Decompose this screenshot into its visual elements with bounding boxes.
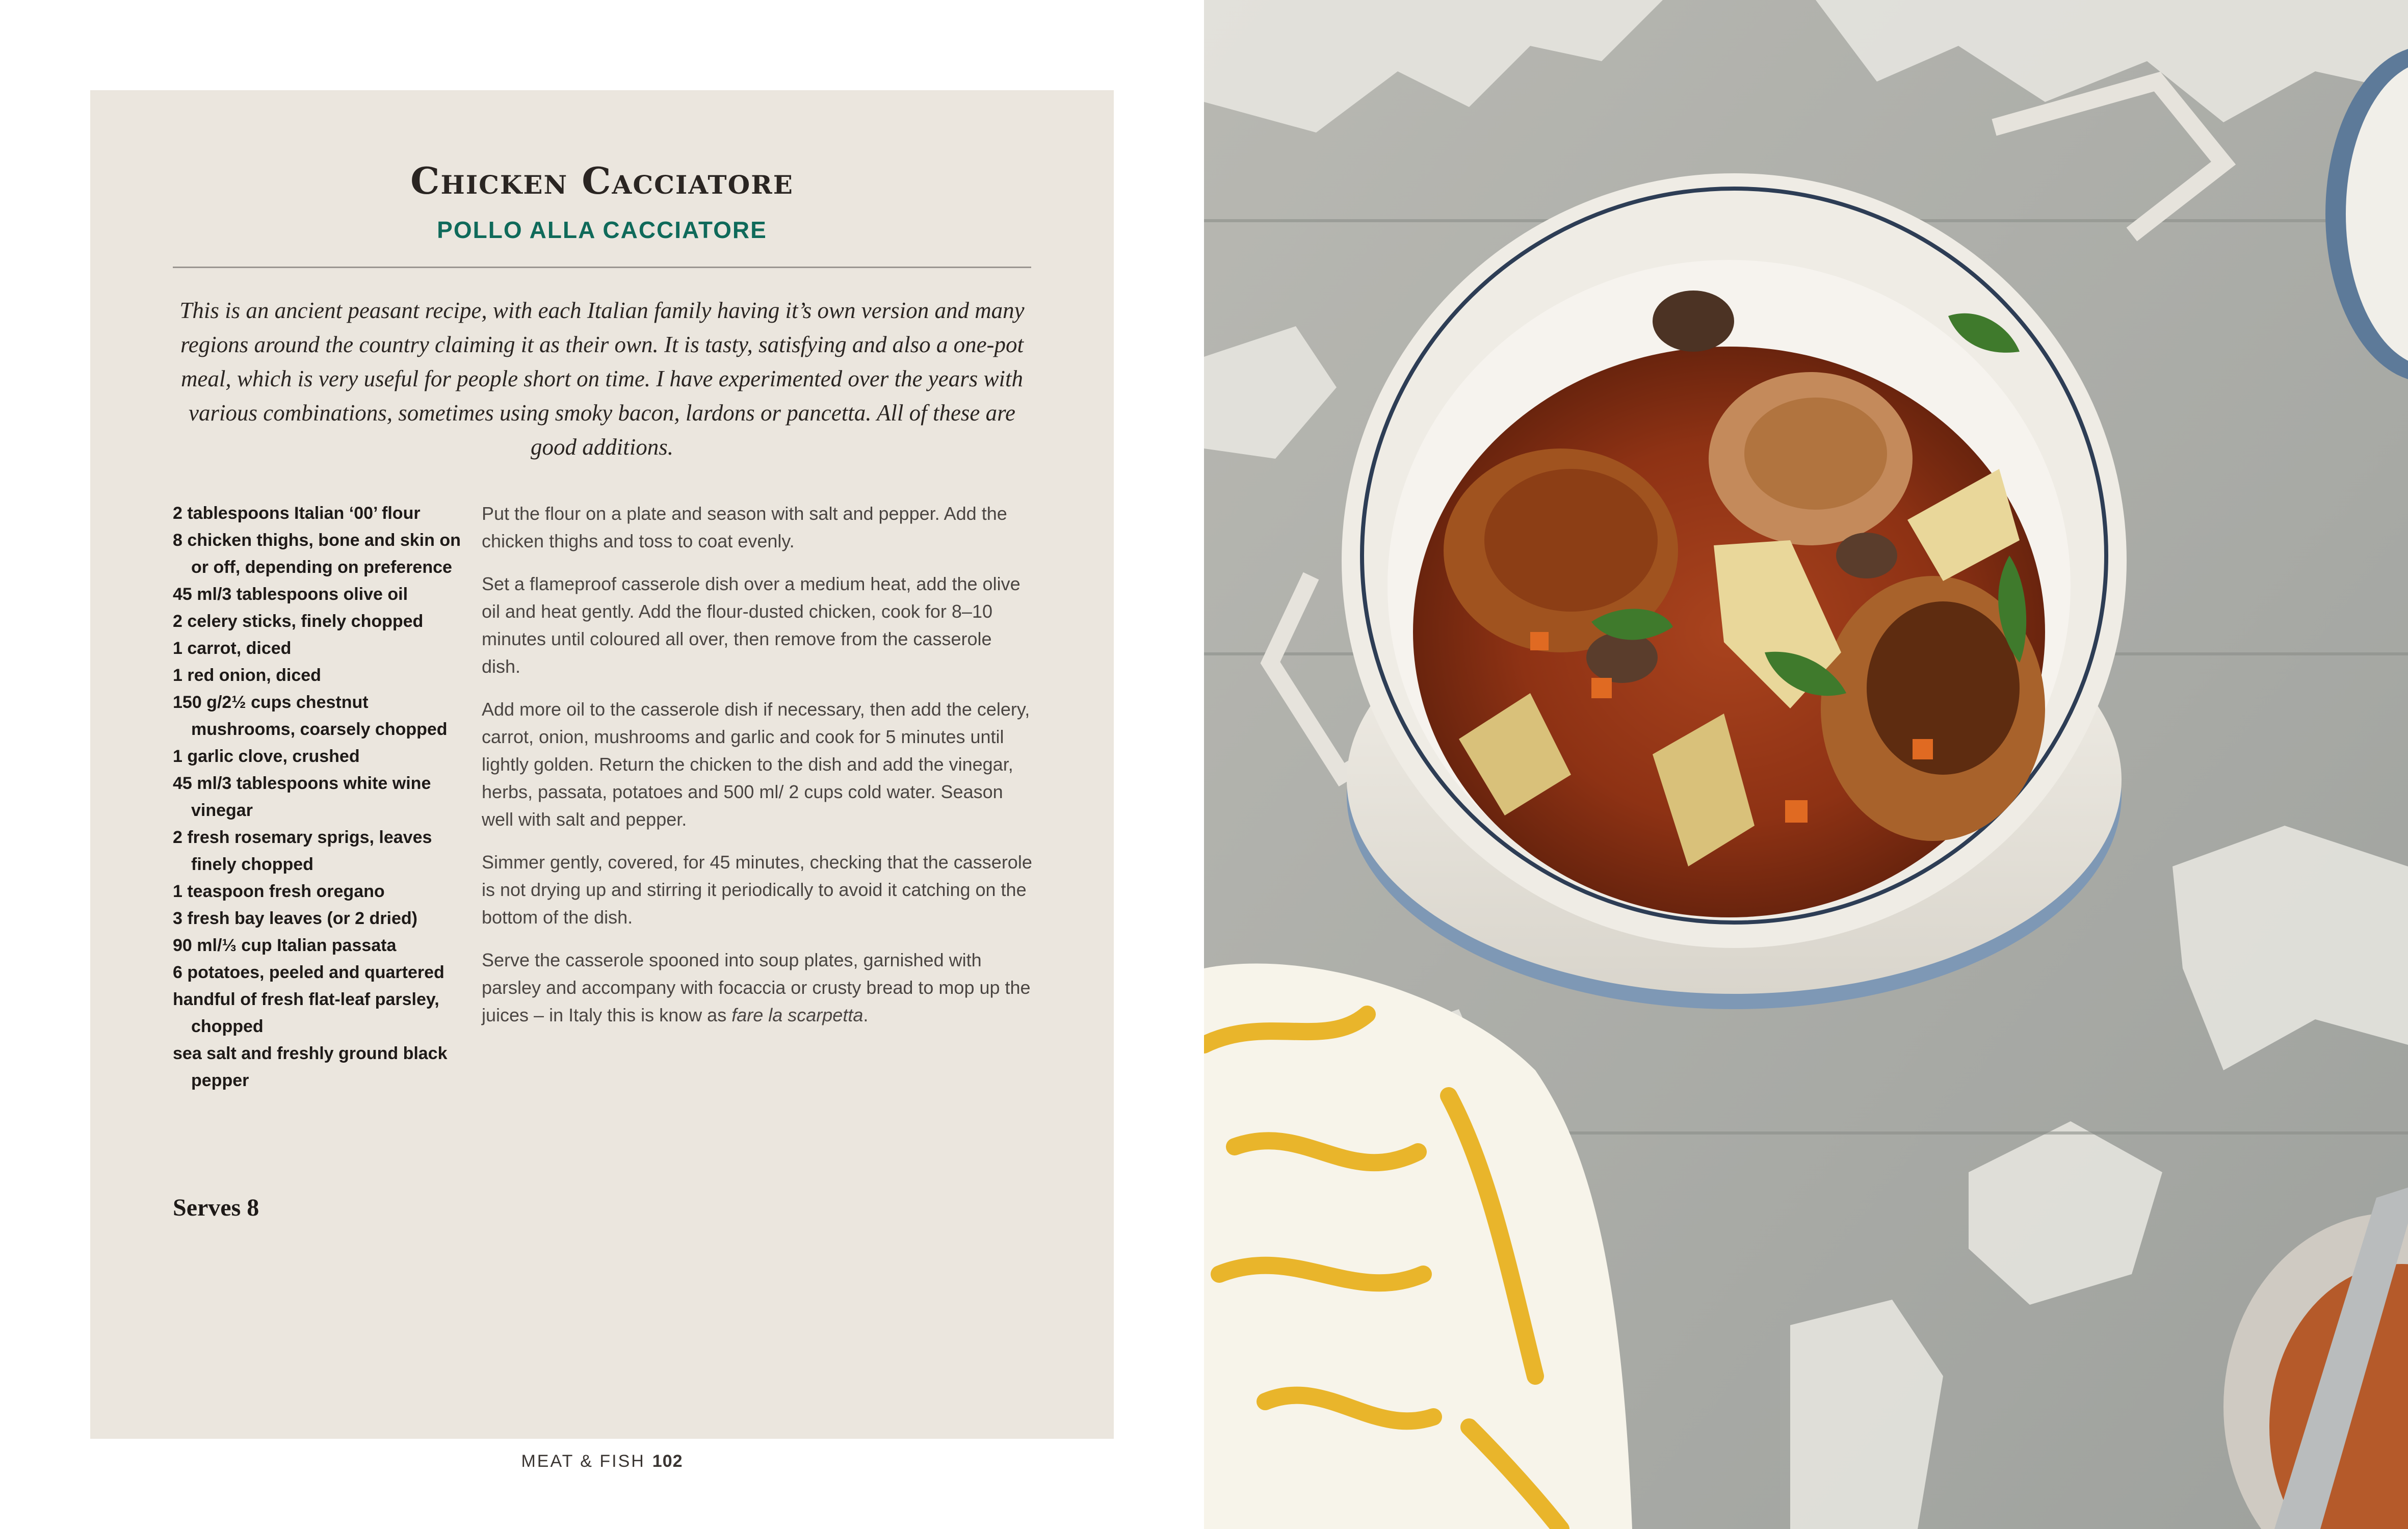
page-number: 102 [652, 1452, 683, 1471]
chicken-cacciatore-photo [1204, 0, 2408, 1529]
recipe-italian-title: POLLO ALLA CACCIATORE [437, 217, 767, 243]
ingredient-item: 90 ml/⅓ cup Italian passata [173, 936, 397, 955]
food-photo-illustration [1204, 0, 2408, 1529]
method-step: Put the flour on a plate and season with salt and pepper. Add the chicken thighs and toss to coat evenly. [482, 503, 1007, 551]
method-step: Add more oil to the casserole dish if necessary, then add the celery, carrot, onion, mushrooms and garlic and cook for 5 minutes until lightly golden. Return the chicken to the dish and add the vinegar, herbs, passata, potatoes and 500 ml/ 2 cups cold water. Season well with salt and pepper. [482, 699, 1030, 830]
footer-section: MEAT & FISH [521, 1452, 645, 1471]
recipe-intro: This is an ancient peasant recipe, with each Italian family having it’s own version and many regions around the country claiming it as their own. It is tasty, satisfying and also a one-pot meal, which is very useful for people short on time. I have experimented over the years with various combinations, sometimes using smoky bacon, lardons or pancetta. All of these are good additions. [179, 298, 1025, 460]
method-steps [482, 500, 1032, 1044]
ingredient-item: 2 celery sticks, finely chopped [173, 612, 424, 631]
ingredient-item: 45 ml/3 tablespoons olive oil [173, 585, 408, 604]
recipe-title: Chicken Cacciatore [410, 159, 794, 202]
page-footer [0, 1452, 1204, 1471]
ingredient-item: sea salt and freshly ground black pepper [173, 1044, 452, 1090]
method-step-end: . [863, 1005, 869, 1025]
ingredient-item: 1 red onion, diced [173, 666, 321, 685]
method-step: Set a flameproof casserole dish over a medium heat, add the olive oil and heat gently. Add the flour-dusted chicken, cook for 8–10 minutes until coloured all over, then remove from the casserole dish. [482, 573, 1020, 677]
method-step-text: Serve the casserole spooned into soup plates, garnished with parsley and accompany with focaccia or crusty bread to mop up the juices – in Italy this is know as [482, 950, 1031, 1025]
ingredient-item: 2 fresh rosemary sprigs, leaves finely chopped [173, 828, 437, 874]
ingredient-item: 150 g/2½ cups chestnut mushrooms, coarsely chopped [173, 693, 448, 739]
ingredient-item: 1 teaspoon fresh oregano [173, 882, 385, 901]
ingredient-item: 3 fresh bay leaves (or 2 dried) [173, 909, 417, 928]
title-divider [173, 267, 1031, 268]
ingredient-item: 1 garlic clove, crushed [173, 747, 360, 766]
ingredients-list [173, 500, 468, 1094]
method-step [482, 946, 1032, 1029]
recipe-panel [90, 90, 1114, 1439]
ingredient-item: 8 chicken thighs, bone and skin on or off, depending on preference [173, 531, 466, 577]
ingredient-item: 1 carrot, diced [173, 639, 292, 658]
ingredient-item: 6 potatoes, peeled and quartered [173, 963, 444, 982]
ingredient-item: 2 tablespoons Italian ‘00’ flour [173, 504, 421, 523]
ingredient-item: 45 ml/3 tablespoons white wine vinegar [173, 774, 436, 820]
serves-count: Serves 8 [173, 1194, 259, 1221]
ingredient-item: handful of fresh flat-leaf parsley, chopped [173, 990, 444, 1036]
method-step-emphasis: fare la scarpetta [731, 1005, 863, 1025]
method-step: Simmer gently, covered, for 45 minutes, checking that the casserole is not drying up and stirring it periodically to avoid it catching on the bottom of the dish. [482, 852, 1032, 928]
